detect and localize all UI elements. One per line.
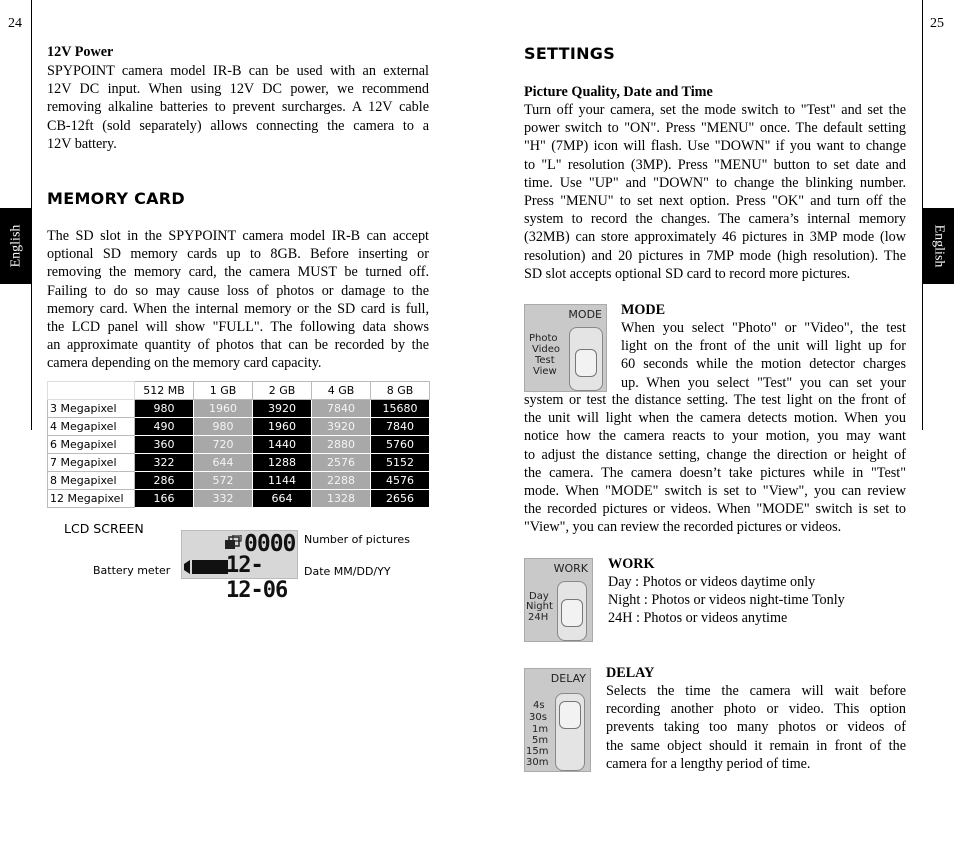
- table-cell: 2656: [371, 490, 430, 508]
- work-switch-knob: [561, 599, 583, 627]
- text-line: the LCD panel will show "FULL". The following data shows: [47, 319, 429, 336]
- row-label: 12 Megapixel: [48, 490, 135, 508]
- table-cell: 3920: [312, 418, 371, 436]
- work-option: 24H : Photos or videos anytime: [608, 610, 788, 627]
- capacity-table-corner: [48, 382, 135, 400]
- table-cell: 332: [194, 490, 253, 508]
- mode-image-label: Test: [535, 355, 555, 366]
- text-line: removing the memory card, the camera MUST be turned off.: [47, 264, 429, 281]
- table-cell: 5760: [371, 436, 430, 454]
- mode-side-paragraph: [621, 319, 906, 392]
- table-row: [48, 472, 430, 490]
- delay-switch-image: [524, 668, 591, 772]
- work-image-label: Day: [529, 591, 549, 602]
- mode-switch-knob: [575, 349, 597, 377]
- row-label: 6 Megapixel: [48, 436, 135, 454]
- text-line: system to record the changes. The camera’s internal memory: [524, 211, 906, 228]
- power-heading: 12V Power: [47, 44, 114, 60]
- text-line: Press "MENU" to set next option. Press "OK" and turn off the: [524, 193, 906, 210]
- date-label: Date MM/DD/YY: [304, 565, 391, 578]
- lcd-display: [181, 530, 298, 603]
- text-line: time. Use "UP" and "DOWN" to change the blinking number.: [524, 174, 906, 191]
- text-line: camera depending on the memory card capacity.: [47, 355, 322, 372]
- delay-image-label: 30s: [529, 712, 547, 723]
- text-line: resolution) and 20 pictures in 7MP mode (high resolution). The: [524, 247, 906, 264]
- table-cell: 1440: [253, 436, 312, 454]
- text-line: removing alkaline batteries to prevent surcharges. A 12V cable: [47, 99, 429, 116]
- table-row: [48, 490, 430, 508]
- text-line: the camera. The camera doesn’t take pictures while in "Test": [524, 464, 906, 481]
- row-label: 4 Megapixel: [48, 418, 135, 436]
- work-switch-image: [524, 558, 593, 642]
- work-option: Night : Photos or videos night-time Tonly: [608, 592, 845, 609]
- mode-image-label: Video: [532, 344, 561, 355]
- delay-heading: DELAY: [606, 665, 655, 681]
- lcd-date: 12-12-06: [226, 553, 288, 603]
- capacity-table: [47, 381, 430, 508]
- camera-memory-icon: [224, 535, 244, 551]
- column-header: 8 GB: [371, 382, 430, 400]
- text-line: "View", you can review the recorded pictures or videos.: [524, 519, 842, 536]
- text-line: (32MB) can store approximately 46 pictures in 3MP mode (low: [524, 229, 906, 246]
- table-cell: 1288: [253, 454, 312, 472]
- delay-paragraph: [606, 682, 906, 773]
- text-line: prevents taking too many photos or videos of: [606, 719, 906, 736]
- column-header: 2 GB: [253, 382, 312, 400]
- table-cell: 15680: [371, 400, 430, 418]
- settings-paragraph: [524, 101, 906, 283]
- table-cell: 720: [194, 436, 253, 454]
- delay-image-label: 1m: [532, 724, 549, 735]
- table-cell: 4576: [371, 472, 430, 490]
- text-line: up. When you select "Test" you can set your: [621, 374, 906, 391]
- table-cell: 980: [194, 418, 253, 436]
- delay-image-label: 5m: [532, 735, 549, 746]
- left-page-number: 24: [8, 16, 22, 31]
- lcd-picture-count: 0000: [244, 531, 296, 557]
- text-line: an approximate quantity of photos that can be recorded by the: [47, 337, 429, 354]
- mode-image-label: Photo: [529, 333, 558, 344]
- table-cell: 5152: [371, 454, 430, 472]
- mode-switch-image: [524, 304, 607, 392]
- mode-image-title: MODE: [568, 308, 602, 321]
- table-cell: 1960: [194, 400, 253, 418]
- table-cell: 644: [194, 454, 253, 472]
- mode-paragraph: [524, 391, 906, 537]
- row-label: 7 Megapixel: [48, 454, 135, 472]
- table-cell: 490: [135, 418, 194, 436]
- text-line: Selects the time the camera will wait before: [606, 683, 906, 699]
- table-cell: 2880: [312, 436, 371, 454]
- text-line: 60 seconds while the motion detector charges: [621, 356, 906, 373]
- text-line: CB-12ft (sold separately) allows connecting the camera to a: [47, 117, 429, 134]
- text-line: the same object should it remain in front of the: [606, 737, 906, 754]
- text-line: to adjust the distance setting, change the direction or height of: [524, 446, 906, 463]
- table-cell: 3920: [253, 400, 312, 418]
- settings-heading: SETTINGS: [524, 44, 616, 63]
- memory-card-paragraph: [47, 227, 429, 373]
- row-label: 3 Megapixel: [48, 400, 135, 418]
- table-cell: 7840: [312, 400, 371, 418]
- delay-switch-knob: [559, 701, 581, 729]
- text-line: 12V DC input. When using 12V DC power, we recommend: [47, 81, 429, 98]
- text-line: notice how the camera reacts to your motion, you may want: [524, 428, 906, 445]
- lcd-screen-title: LCD SCREEN: [64, 521, 144, 536]
- text-line: "H" (7MP) icon will flash. Use "DOWN" if you want to change: [524, 138, 906, 155]
- row-label: 8 Megapixel: [48, 472, 135, 490]
- text-line: the recorded pictures or videos. When "MODE" switch is set to: [524, 501, 906, 518]
- work-options: [608, 573, 908, 628]
- text-line: When you select "Photo" or "Video", the test: [621, 320, 906, 336]
- text-line: camera for a lengthy period of time.: [606, 755, 811, 772]
- text-line: light on the front of the unit will light up for: [621, 338, 906, 355]
- text-line: system or test the distance setting. The test light on the front of: [524, 392, 906, 408]
- work-image-title: WORK: [553, 562, 588, 575]
- text-line: SPYPOINT camera model IR-B can be used with an external: [47, 63, 429, 79]
- column-header: 512 MB: [135, 382, 194, 400]
- table-row: [48, 400, 430, 418]
- text-line: memory card. When the internal memory or the SD card is full,: [47, 300, 429, 317]
- battery-meter-label: Battery meter: [93, 564, 171, 577]
- text-line: mode. When "MODE" switch is set to "View", you can review: [524, 483, 906, 500]
- table-row: [48, 454, 430, 472]
- table-cell: 2288: [312, 472, 371, 490]
- text-line: to "L" resolution (3MP). Press "MENU" button to set date and: [524, 156, 906, 173]
- table-cell: 1328: [312, 490, 371, 508]
- column-header: 4 GB: [312, 382, 371, 400]
- capacity-table-header: [48, 382, 430, 400]
- table-cell: 360: [135, 436, 194, 454]
- text-line: the unit will light when the camera detects motion. When you: [524, 410, 906, 427]
- text-line: power switch to "ON". Press "MENU" once. The default setting: [524, 120, 906, 137]
- table-cell: 286: [135, 472, 194, 490]
- table-cell: 572: [194, 472, 253, 490]
- mode-image-label: View: [533, 366, 557, 377]
- table-cell: 1144: [253, 472, 312, 490]
- work-image-label: 24H: [528, 612, 549, 623]
- column-header: 1 GB: [194, 382, 253, 400]
- mode-heading: MODE: [621, 302, 666, 318]
- text-line: optional SD memory cards up to 8GB. Before inserting or: [47, 246, 429, 263]
- right-language-tab-label: English: [931, 224, 946, 268]
- number-of-pictures-label: Number of pictures: [304, 533, 410, 546]
- memory-card-heading: MEMORY CARD: [47, 189, 186, 208]
- battery-icon: [184, 558, 230, 576]
- text-line: recording another photo or video. This option: [606, 701, 906, 718]
- text-line: Failing to do so may cause loss of photos or damage to the: [47, 282, 429, 299]
- table-row: [48, 418, 430, 436]
- power-paragraph: [47, 62, 429, 153]
- text-line: The SD slot in the SPYPOINT camera model IR-B can accept: [47, 228, 429, 244]
- picture-quality-subheading: Picture Quality, Date and Time: [524, 84, 713, 100]
- table-row: [48, 436, 430, 454]
- work-image-label: Night: [526, 601, 553, 612]
- text-line: 12V battery.: [47, 135, 117, 152]
- table-cell: 166: [135, 490, 194, 508]
- work-heading: WORK: [608, 556, 655, 572]
- table-cell: 1960: [253, 418, 312, 436]
- table-cell: 7840: [371, 418, 430, 436]
- delay-image-label: 15m: [526, 746, 549, 757]
- delay-image-label: 4s: [533, 700, 545, 711]
- table-cell: 322: [135, 454, 194, 472]
- text-line: SD slot accepts optional SD card to record more pictures.: [524, 265, 851, 282]
- right-language-tab: [922, 208, 954, 284]
- text-line: Turn off your camera, set the mode switch to "Test" and set the: [524, 102, 906, 118]
- right-page-number: 25: [930, 16, 944, 31]
- left-language-tab: [0, 208, 32, 284]
- delay-image-title: DELAY: [550, 672, 586, 685]
- table-cell: 664: [253, 490, 312, 508]
- table-cell: 980: [135, 400, 194, 418]
- table-cell: 2576: [312, 454, 371, 472]
- delay-image-label: 30m: [526, 757, 549, 768]
- work-option: Day : Photos or videos daytime only: [608, 574, 816, 590]
- left-language-tab-label: English: [8, 224, 23, 268]
